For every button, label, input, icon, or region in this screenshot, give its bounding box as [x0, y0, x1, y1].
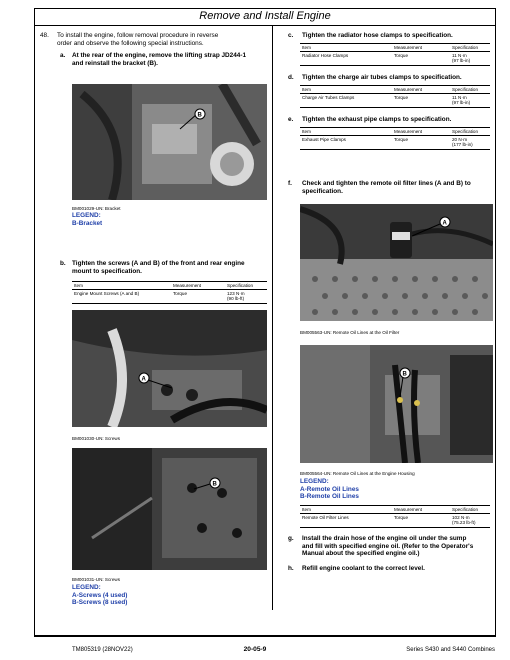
sub-e-letter: e. — [288, 116, 294, 123]
sub-b-text: Tighten the screws (A and B) of the front and rear engine mount to specification. — [72, 260, 245, 275]
fig5-caption: BM005564-UN: Remote Oil Lines at the Engine Housing — [300, 471, 415, 476]
fig1-legend: LEGEND: B-Bracket — [72, 212, 103, 227]
table-row: Engine Mount Screws (A and B) Torque 123 N·m (90 lb-ft) — [72, 290, 267, 303]
fig2-caption: BM001030-UN: Screws — [72, 436, 120, 441]
footer-series: Series S430 and S440 Combines — [406, 647, 495, 653]
table-row: Radiator Hose Clamps Torque 11 N·m (97 lb-in) — [300, 52, 490, 65]
front-mount-screws-photo — [72, 310, 267, 427]
sub-a-letter: a. — [60, 52, 66, 59]
svg-text:B: B — [402, 371, 407, 378]
footer-page-number: 20-05-9 — [243, 646, 267, 653]
fig3-legend: LEGEND: A-Screws (4 used) B-Screws (8 used) — [72, 584, 128, 607]
step-text: To install the engine, follow removal procedure in reverse order and observe the following special instructions. — [57, 32, 219, 47]
sub-d-text: Tighten the charge air tubes clamps to specification. — [302, 74, 462, 81]
footer-doc-id: TM805319 (28NOV22) — [72, 647, 133, 653]
page-title: Remove and Install Engine — [199, 10, 331, 22]
sub-h-text: Refill engine coolant to the correct level. — [302, 565, 425, 572]
oil-line-spec-table: Item Measurement Specification Remote Oil Filter Lines Torque 102 N·m (75.23 lb-ft) — [300, 505, 490, 528]
sub-h-letter: h. — [288, 565, 294, 572]
callout-b — [195, 109, 205, 119]
callout-a — [139, 373, 149, 383]
sub-b-letter: b. — [60, 260, 66, 267]
fig3-caption: BM001031-UN: Screws — [72, 577, 120, 582]
svg-text:B: B — [212, 481, 217, 488]
table-row: Charge Air Tubes Clamps Torque 11 N·m (97 lb-in) — [300, 94, 490, 107]
footer-divider — [34, 636, 496, 637]
sub-d-letter: d. — [288, 74, 294, 81]
bracket-photo — [72, 84, 267, 200]
svg-text:A: A — [141, 376, 146, 383]
step-number: 48. — [40, 32, 49, 39]
svg-text:A: A — [442, 220, 447, 227]
sub-f-text: Check and tighten the remote oil filter lines (A and B) to specification. — [302, 180, 471, 195]
sub-e-text: Tighten the exhaust pipe clamps to specification. — [302, 116, 452, 123]
engine-housing-lines-photo — [300, 345, 493, 463]
header-divider — [34, 25, 496, 26]
table-row: Exhaust Pipe Clamps Torque 20 N·m (177 lb-in) — [300, 136, 490, 149]
column-divider — [272, 26, 273, 610]
sub-g-text: Install the drain hose of the engine oil under the sump and fill with specified engine oil. (Refer to the Operator's Manual about the specified engine oil.) — [302, 535, 474, 558]
sub-g-letter: g. — [288, 535, 294, 542]
engine-mount-spec-table: Item Measurement Specification Engine Mount Screws (A and B) Torque 123 N·m (90 lb-ft) — [72, 281, 267, 304]
sub-f-letter: f. — [288, 180, 292, 187]
callout-b — [400, 368, 410, 378]
fig1-caption: BM001029-UN: Bracket — [72, 206, 121, 211]
oil-filter-lines-photo — [300, 204, 493, 321]
svg-text:B: B — [197, 112, 202, 119]
exhaust-clamp-spec-table: Item Measurement Specification Exhaust Pipe Clamps Torque 20 N·m (177 lb-in) — [300, 127, 490, 150]
callout-a — [440, 217, 450, 227]
callout-b — [210, 478, 220, 488]
radiator-clamp-spec-table: Item Measurement Specification Radiator Hose Clamps Torque 11 N·m (97 lb-in) — [300, 43, 490, 66]
sub-c-letter: c. — [288, 32, 294, 39]
charge-air-spec-table: Item Measurement Specification Charge Air Tubes Clamps Torque 11 N·m (97 lb-in) — [300, 85, 490, 108]
fig5-legend: LEGEND: A-Remote Oil Lines B-Remote Oil Lines — [300, 478, 359, 501]
table-row: Remote Oil Filter Lines Torque 102 N·m (75.23 lb-ft) — [300, 514, 490, 527]
fig4-caption: BM005563-UN: Remote Oil Lines at the Oil Filter — [300, 330, 400, 335]
rear-mount-screws-photo — [72, 448, 267, 570]
sub-c-text: Tighten the radiator hose clamps to specification. — [302, 32, 453, 39]
sub-a-text: At the rear of the engine, remove the lifting strap JD244-1 and reinstall the bracket (B). — [72, 52, 247, 67]
